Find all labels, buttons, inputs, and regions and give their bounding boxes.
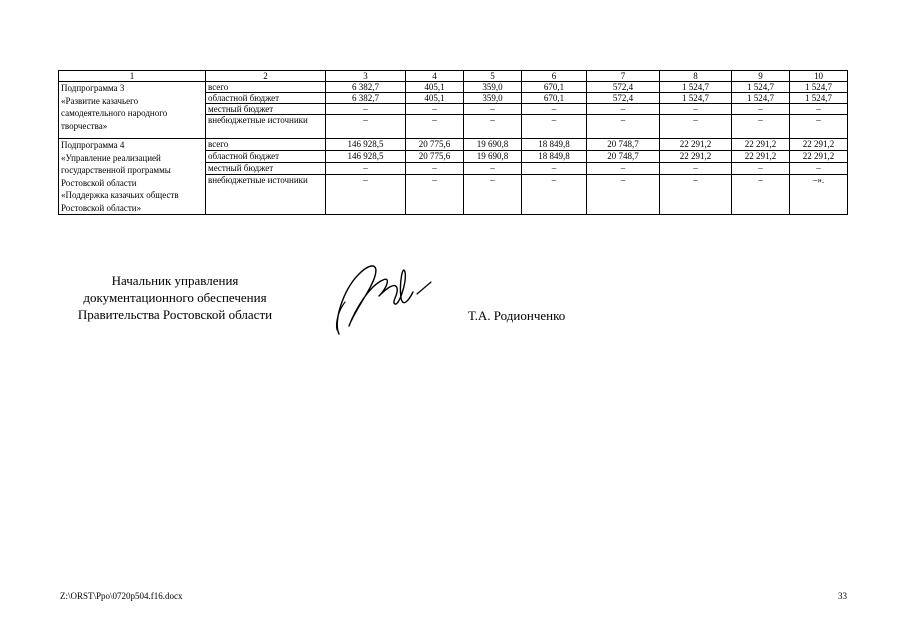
column-number: 4: [406, 71, 464, 82]
funding-source: всего: [206, 82, 326, 93]
amount-cell: 1 524,7: [660, 82, 732, 93]
amount-cell: 18 849,8: [522, 139, 587, 151]
column-number: 3: [326, 71, 406, 82]
amount-cell: –: [587, 163, 660, 175]
subprogram-name-line: самодеятельного народного: [61, 108, 168, 118]
amount-cell: 19 690,8: [464, 151, 522, 163]
amount-cell: –: [326, 104, 406, 115]
amount-cell: –: [522, 104, 587, 115]
amount-cell: 22 291,2: [790, 139, 848, 151]
amount-cell: 22 291,2: [790, 151, 848, 163]
amount-cell: 359,0: [464, 93, 522, 104]
subprogram-name-line: «Поддержка казачьих обществ: [61, 190, 179, 200]
amount-cell: –: [522, 163, 587, 175]
funding-source: внебюджетные источники: [206, 175, 326, 215]
amount-cell: 19 690,8: [464, 139, 522, 151]
amount-cell: 1 524,7: [790, 93, 848, 104]
amount-cell: 670,1: [522, 93, 587, 104]
amount-cell: –: [790, 163, 848, 175]
signature-title-line: Начальник управления: [111, 273, 239, 288]
table-row: [59, 139, 848, 151]
budget-table: [58, 70, 848, 215]
column-number: 9: [732, 71, 790, 82]
amount-cell: 20 748,7: [587, 151, 660, 163]
column-number: 7: [587, 71, 660, 82]
amount-cell: 1 524,7: [732, 82, 790, 93]
amount-cell: –: [464, 163, 522, 175]
amount-cell: 405,1: [406, 82, 464, 93]
amount-cell: 405,1: [406, 93, 464, 104]
subprogram-name-line: «Управление реализацией: [61, 152, 161, 163]
amount-cell: 1 524,7: [790, 82, 848, 93]
amount-cell: 572,4: [587, 93, 660, 104]
amount-cell: –: [406, 175, 464, 215]
amount-cell: 20 748,7: [587, 139, 660, 151]
amount-cell: –: [660, 175, 732, 215]
signature-block: [60, 272, 290, 323]
amount-cell: 22 291,2: [732, 151, 790, 163]
amount-cell: –: [464, 104, 522, 115]
amount-cell: –: [406, 115, 464, 139]
amount-cell: 572,4: [587, 82, 660, 93]
table-header-row: [59, 71, 848, 82]
subprogram-name-line: Ростовской области: [61, 177, 137, 188]
subprogram-name-line: Подпрограмма 3: [61, 83, 125, 93]
subprogram-name-line: «Развитие казачьего: [61, 95, 139, 106]
amount-cell: 22 291,2: [660, 151, 732, 163]
column-number: 6: [522, 71, 587, 82]
amount-cell: 20 775,6: [406, 139, 464, 151]
signature-title-line: документационного обеспечения: [83, 290, 267, 305]
amount-cell: 1 524,7: [660, 93, 732, 104]
funding-source: местный бюджет: [206, 163, 326, 175]
subprogram-name: [59, 82, 206, 139]
amount-cell: 22 291,2: [660, 139, 732, 151]
footer-file-path: Z:\ORST\Ppo\0720p504.f16.docx: [60, 591, 183, 601]
column-number: 10: [790, 71, 848, 82]
amount-cell: –: [732, 163, 790, 175]
page-number: 33: [838, 591, 847, 601]
subprogram-name: [59, 139, 206, 215]
amount-cell: 1 524,7: [732, 93, 790, 104]
subprogram-name-line: Подпрограмма 4: [61, 140, 125, 150]
amount-cell: –: [732, 175, 790, 215]
funding-source: внебюджетные источники: [206, 115, 326, 139]
amount-cell: –: [660, 163, 732, 175]
amount-cell: –: [660, 115, 732, 139]
column-number: 1: [59, 71, 206, 82]
amount-cell: –: [464, 175, 522, 215]
signer-name: Т.А. Родионченко: [468, 308, 566, 323]
amount-cell: 359,0: [464, 82, 522, 93]
amount-cell: –: [587, 115, 660, 139]
amount-cell: –: [406, 163, 464, 175]
amount-cell: 670,1: [522, 82, 587, 93]
funding-source: местный бюджет: [206, 104, 326, 115]
amount-cell: –: [522, 115, 587, 139]
amount-cell: 146 928,5: [326, 139, 406, 151]
amount-cell: –: [790, 104, 848, 115]
column-number: 5: [464, 71, 522, 82]
amount-cell: 6 382,7: [326, 82, 406, 93]
amount-cell: –: [660, 104, 732, 115]
amount-cell: 146 928,5: [326, 151, 406, 163]
column-number: 2: [206, 71, 326, 82]
funding-source: всего: [206, 139, 326, 151]
amount-cell: –: [326, 163, 406, 175]
amount-cell: 20 775,6: [406, 151, 464, 163]
amount-cell: –: [326, 115, 406, 139]
amount-cell: –: [326, 175, 406, 215]
amount-cell: 18 849,8: [522, 151, 587, 163]
amount-cell: –: [464, 115, 522, 139]
table-row: [59, 82, 848, 93]
amount-cell: –: [587, 175, 660, 215]
amount-cell: 22 291,2: [732, 139, 790, 151]
amount-cell: –: [790, 115, 848, 139]
funding-source: областной бюджет: [206, 151, 326, 163]
subprogram-name-line: Ростовской области»: [61, 202, 142, 213]
signature-title-line: Правительства Ростовской области: [77, 307, 273, 322]
amount-cell: –: [406, 104, 464, 115]
subprogram-name-line: государственной программы: [61, 165, 171, 175]
subprogram-name-line: творчества»: [61, 120, 108, 131]
handwritten-signature: [325, 252, 445, 342]
amount-cell: 6 382,7: [326, 93, 406, 104]
column-number: 8: [660, 71, 732, 82]
amount-cell: –: [587, 104, 660, 115]
amount-cell: –: [732, 115, 790, 139]
amount-cell: –: [522, 175, 587, 215]
amount-cell: –: [732, 104, 790, 115]
amount-cell: –».: [790, 175, 848, 215]
funding-source: областной бюджет: [206, 93, 326, 104]
